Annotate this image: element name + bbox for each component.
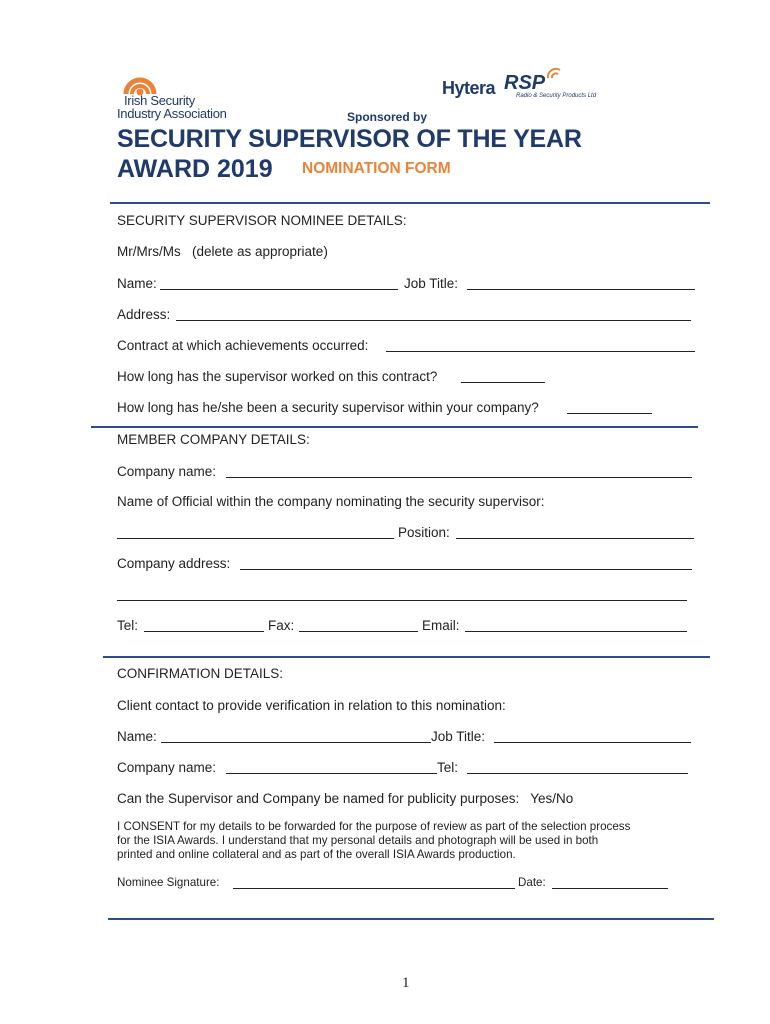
section-divider-top [110,202,710,204]
position-field[interactable] [456,538,694,539]
client-contact-text: Client contact to provide verification in relation to this nomination: [117,698,506,713]
consent-line-3: printed and online collateral and as part of the overall ISIA Awards production. [117,848,516,861]
page-number: 1 [402,975,410,991]
rsp-wordmark: RSP [504,72,546,94]
client-company-label: Company name: [117,760,217,775]
section-divider-confirmation [103,656,710,658]
hytera-wordmark: Hytera [442,78,496,98]
tel-field[interactable] [144,631,264,632]
section-divider-member [91,426,698,428]
company-name-label: Company name: [117,464,217,479]
consent-line-2: for the ISIA Awards. I understand that my personal details and photograph will be used in both [117,834,599,847]
official-label: Name of Official within the company nominating the security supervisor: [117,494,545,509]
client-company-field[interactable] [226,773,437,774]
date-label: Date: [518,876,546,889]
member-section-heading: MEMBER COMPANY DETAILS: [117,432,310,447]
isia-logo [114,64,254,124]
client-job-title-label: Job Title: [431,729,486,744]
worked-duration-field[interactable] [461,382,545,383]
publicity-question: Can the Supervisor and Company be named for publicity purposes: Yes/No [117,791,574,806]
client-tel-label: Tel: [437,760,459,775]
fax-label: Fax: [268,618,295,633]
client-tel-field[interactable] [467,773,688,774]
confirmation-section-heading: CONFIRMATION DETAILS: [117,666,284,681]
sponsored-by: Sponsored by [347,110,428,124]
email-field[interactable] [465,631,687,632]
nominee-address-label: Address: [117,307,171,322]
page-title-line1: SECURITY SUPERVISOR OF THE YEAR [117,125,582,153]
company-address-label: Company address: [117,556,231,571]
date-field[interactable] [552,888,668,889]
hytera-rsp-logo [442,66,612,106]
client-name-label: Name: [117,729,157,744]
salutation-text: Mr/Mrs/Ms (delete as appropriate) [117,244,328,259]
supervisor-duration-field[interactable] [567,413,652,414]
email-label: Email: [422,618,460,633]
isia-name-line2: Industry Association [117,106,227,121]
signal-wave-icon [546,66,564,80]
nominee-name-label: Name: [117,276,157,291]
company-name-field[interactable] [226,477,692,478]
client-job-title-field[interactable] [494,742,691,743]
nominee-name-field[interactable] [160,289,398,290]
isia-name-line1: Irish Security [124,93,195,108]
page-subtitle: NOMINATION FORM [302,160,451,177]
client-name-field[interactable] [161,742,431,743]
fax-field[interactable] [299,631,418,632]
company-address-field[interactable] [240,569,692,570]
signature-label: Nominee Signature: [117,876,220,889]
contract-label: Contract at which achievements occurred: [117,338,369,353]
nominee-section-heading: SECURITY SUPERVISOR NOMINEE DETAILS: [117,213,407,228]
consent-line-1: I CONSENT for my details to be forwarded for the purpose of review as part of the selection process [117,820,631,833]
nominee-address-field[interactable] [176,320,691,321]
signature-field[interactable] [233,888,515,889]
nominee-job-title-field[interactable] [467,289,695,290]
rsp-subtitle: Radio & Security Products Ltd [516,93,597,99]
position-label: Position: [398,525,450,540]
section-divider-bottom [108,918,714,920]
company-address-field-2[interactable] [117,600,687,601]
contract-field[interactable] [386,351,695,352]
worked-duration-label: How long has the supervisor worked on this contract? [117,369,438,384]
supervisor-duration-label: How long has he/she been a security supervisor within your company? [117,400,539,415]
tel-label: Tel: [117,618,139,633]
page-title-line2: AWARD 2019 [117,155,273,183]
official-name-field[interactable] [117,538,394,539]
nominee-job-title-label: Job Title: [404,276,459,291]
